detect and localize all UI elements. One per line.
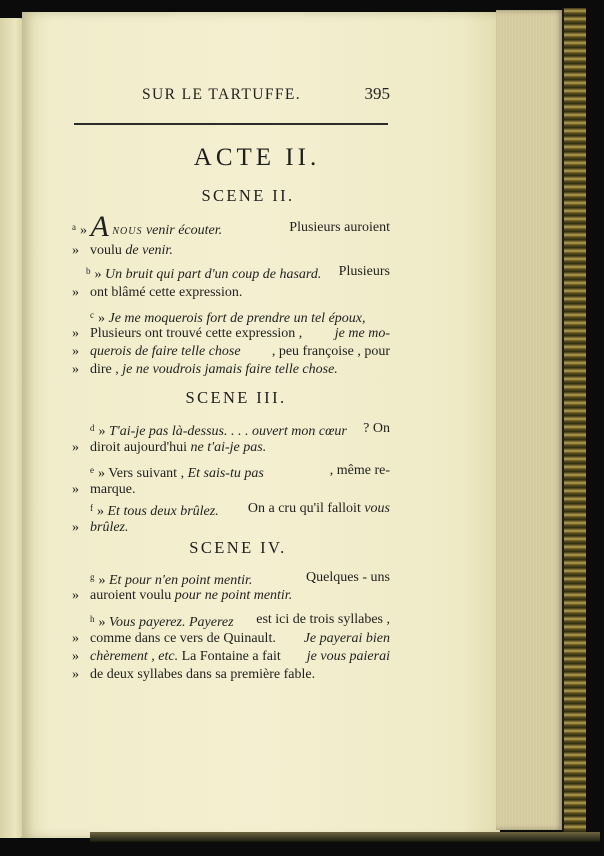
note-g-line-2: » auroient voulu pour ne point mentir.	[72, 588, 293, 603]
note-c-line-1: $^c$ » Je me moquerois fort de prendre un tel époux,	[90, 310, 366, 326]
note-h-line-2: » comme dans ce vers de Quinault. Je payerai bien	[72, 631, 390, 646]
note-b-line-1: $^b$ » Un bruit qui part d'un coup de hasard. Plusieurs	[86, 264, 390, 282]
note-e-line-2: » marque.	[72, 482, 136, 497]
page-header	[76, 84, 392, 106]
note-h-line-1: $^h$ » Vous payerez. Payerez est ici de trois syllabes ,	[90, 612, 390, 630]
note-c-line-4: » dire , je ne voudrois jamais faire telle chose.	[72, 362, 338, 377]
note-e-line-1: $^e$ » Vers suivant , Et sais-tu pas , même re-	[90, 463, 390, 481]
note-c-line-2: » Plusieurs ont trouvé cette expression , je me mo-	[72, 326, 390, 341]
running-head: SUR LE TARTUFFE.	[142, 86, 302, 103]
bottom-shadow	[90, 832, 600, 842]
header-rule	[74, 123, 388, 125]
page-edges	[496, 10, 564, 830]
act-title: ACTE II.	[193, 144, 321, 171]
scene-heading: SCENE IV.	[189, 538, 287, 557]
note-h-line-3: » chèrement , etc. La Fontaine a fait je vous paierai	[72, 649, 390, 664]
scene-heading: SCENE II.	[201, 186, 295, 205]
note-d-line-1: $^d$ » T'ai-je pas là-dessus. . . . ouvert mon cœur ? On	[90, 421, 390, 439]
page-number: 395	[364, 84, 390, 103]
note-a-line-2: » voulu de venir.	[72, 243, 173, 258]
scene-heading: SCENE III.	[185, 388, 287, 407]
note-f-line-1: $^f$ » Et tous deux brûlez. On a cru qu'il falloit vous	[90, 501, 390, 519]
note-f-line-2: » brûlez.	[72, 520, 129, 535]
note-a-line-1: $^a$ » A NOUS venir écouter. Plusieurs auroient	[72, 210, 390, 243]
note-h-line-4: » de deux syllabes dans sa première fable.	[72, 667, 316, 682]
note-c-line-3: » querois de faire telle chose , peu françoise , pour	[72, 344, 390, 359]
note-d-line-2: » diroit aujourd'hui ne t'ai-je pas.	[72, 440, 267, 455]
book-binding	[562, 8, 586, 836]
note-g-line-1: $^g$ » Et pour n'en point mentir. Quelques - uns	[90, 570, 390, 588]
note-b-line-2: » ont blâmé cette expression.	[72, 285, 243, 300]
